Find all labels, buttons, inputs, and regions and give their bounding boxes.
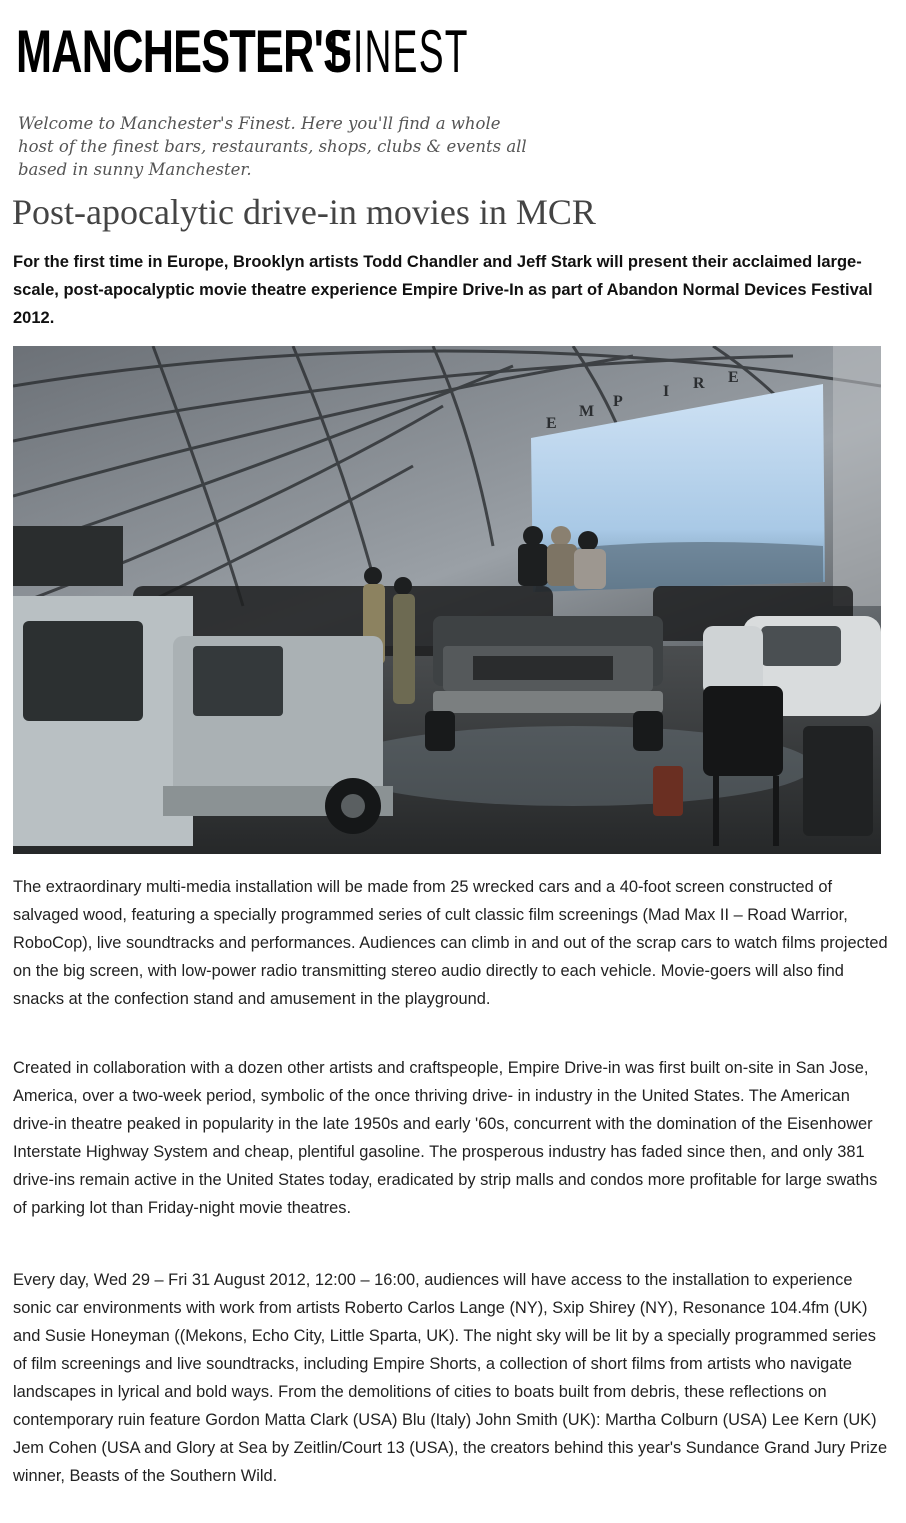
screen-letter: E	[546, 415, 557, 432]
article-intro: For the first time in Europe, Brooklyn artists Todd Chandler and Jeff Stark will present their acclaimed large-scale, post-apocalyptic movie theatre experience Empire Drive-In as part of Abandon Normal Devices Festival 2012.	[13, 253, 873, 327]
article-title: Post-apocalytic drive-in movies in MCR	[12, 192, 596, 232]
site-logo[interactable]	[16, 12, 486, 92]
screen-letter: P	[613, 393, 623, 410]
article-paragraph-3: Every day, Wed 29 – Fri 31 August 2012, 12:00 – 16:00, audiences will have access to the installation to experience sonic car environments with work from artists Roberto Carlos Lange (NY), Sxip Shirey (NY), Resonance 104.4fm (UK) and Susie Honeyman ((Mekons, Echo City, Little Sparta, UK). The night sky will be lit by a specially programmed series of film screenings and live soundtracks, including Empire Shorts, a collection of short films from artists who navigate landscapes in lyrical and bold ways. From the demolitions of cities to boats built from debris, these reflections on contemporary ruin feature Gordon Matta Clark (USA) Blu (Italy) John Smith (UK): Martha Colburn (USA) Lee Kern (UK) Jem Cohen (USA and Glory at Sea by Zeitlin/Court 13 (USA), the creators behind this year's Sundance Grand Jury Prize winner, Beasts of the Southern Wild.	[13, 1271, 888, 1485]
article-paragraph-2: Created in collaboration with a dozen other artists and craftspeople, Empire Drive-in was first built on-site in San Jose, America, over a two-week period, symbolic of the once thriving drive- in industry in the United States. The American drive-in theatre peaked in popularity in the late 1950s and early '60s, concurrent with the domination of the Eisenhower Interstate Highway System and cheap, plentiful gasoline. The prosperous industry has faded since then, and only 381 drive-ins remain active in the United States today, eradicated by strip malls and condos more profitable for large swaths of parking lot than Friday-night movie theatres.	[13, 1059, 878, 1217]
drive-in-photo-illustration	[13, 346, 881, 854]
screen-letter: R	[693, 375, 705, 392]
site-welcome-text: Welcome to Manchester's Finest. Here you'll find a whole host of the finest bars, restaurants, shops, clubs & events all based in sunny Manchester.	[18, 114, 527, 179]
article-photo	[13, 346, 881, 854]
logo-wordmark-bold: MANCHESTER'S	[16, 18, 352, 85]
screen-letter: M	[579, 403, 595, 420]
screen-letter: E	[728, 369, 739, 386]
article-paragraph-1: The extraordinary multi-media installation will be made from 25 wrecked cars and a 40-foot screen constructed of salvaged wood, featuring a specially programmed series of cult classic film screenings (Mad Max II – Road Warrior, RoboCop), live soundtracks and performances. Audiences can climb in and out of the scrap cars to watch films projected on the big screen, with low-power radio transmitting stereo audio directly to each vehicle. Movie-goers will also find snacks at the confection stand and amusement in the playground.	[13, 878, 888, 1008]
screen-letter: I	[663, 383, 670, 400]
logo-wordmark-thin: FINEST	[329, 18, 469, 85]
